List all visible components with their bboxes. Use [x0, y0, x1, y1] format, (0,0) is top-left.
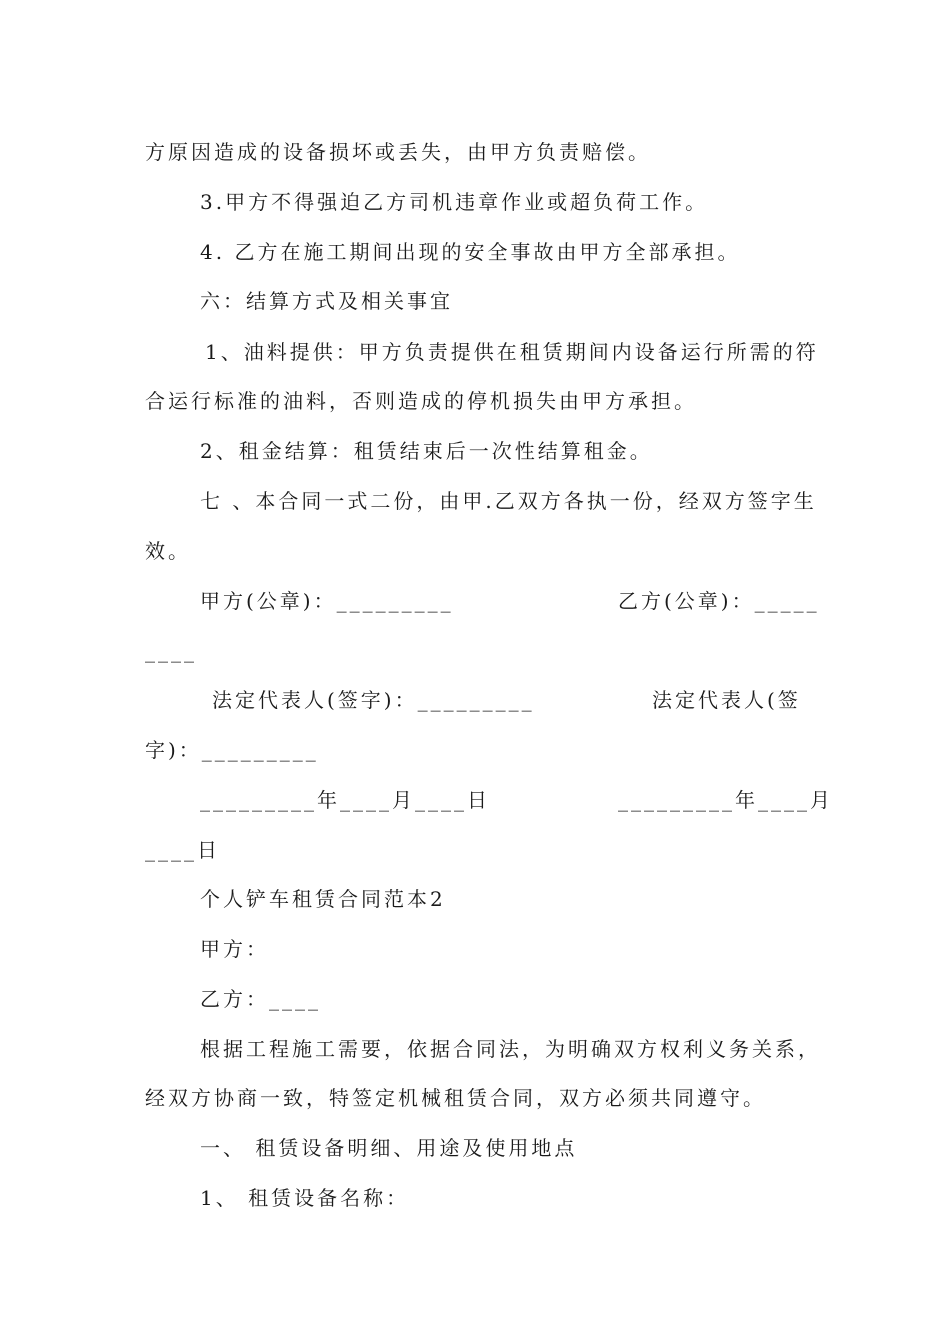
party-b-seal-field-cont: ____	[145, 639, 197, 663]
text-line-23: 经双方协商一致，特签定机械租赁合同，双方必须共同遵守。	[145, 1086, 766, 1110]
text-line-5: 1、油料提供：甲方负责提供在租赁期间内设备运行所需的符	[205, 340, 819, 364]
text-line-6: 合运行标准的油料，否则造成的停机损失由甲方承担。	[145, 389, 697, 413]
text-line-2: 3.甲方不得强迫乙方司机违章作业或超负荷工作。	[200, 190, 709, 214]
party-a-seal-field: 甲方(公章)：_________	[200, 589, 454, 613]
text-line-1: 方原因造成的设备损坏或丢失，由甲方负责赔偿。	[145, 140, 651, 164]
text-line-22: 根据工程施工需要，依据合同法，为明确双方权利义务关系，	[200, 1037, 821, 1061]
party-a-label: 甲方：	[200, 937, 269, 961]
contract-title-2: 个人铲车租赁合同范本2	[200, 887, 446, 911]
text-line-8: 七 、本合同一式二份，由甲.乙双方各执一份，经双方签字生	[200, 489, 817, 513]
party-b-representative-field-cont: 字)：_________	[145, 738, 319, 762]
section-heading-1: 一、 租赁设备明细、用途及使用地点	[200, 1136, 578, 1160]
party-b-date-field-cont: ____日	[145, 838, 220, 862]
party-b-seal-field: 乙方(公章)：_____	[618, 589, 820, 613]
text-line-7: 2、租金结算：租赁结束后一次性结算租金。	[200, 439, 653, 463]
party-b-representative-field: 法定代表人(签	[652, 688, 801, 712]
party-b-label: 乙方：____	[200, 987, 321, 1011]
text-line-9: 效。	[145, 539, 191, 563]
party-a-date-field: _________年____月____日	[200, 788, 490, 812]
section-heading-6: 六：结算方式及相关事宜	[200, 289, 453, 313]
text-line-25: 1、 租赁设备名称：	[200, 1186, 410, 1210]
party-a-representative-field: 法定代表人(签字)：_________	[212, 688, 535, 712]
text-line-3: 4. 乙方在施工期间出现的安全事故由甲方全部承担。	[200, 240, 741, 264]
party-b-date-field: _________年____月	[618, 788, 833, 812]
